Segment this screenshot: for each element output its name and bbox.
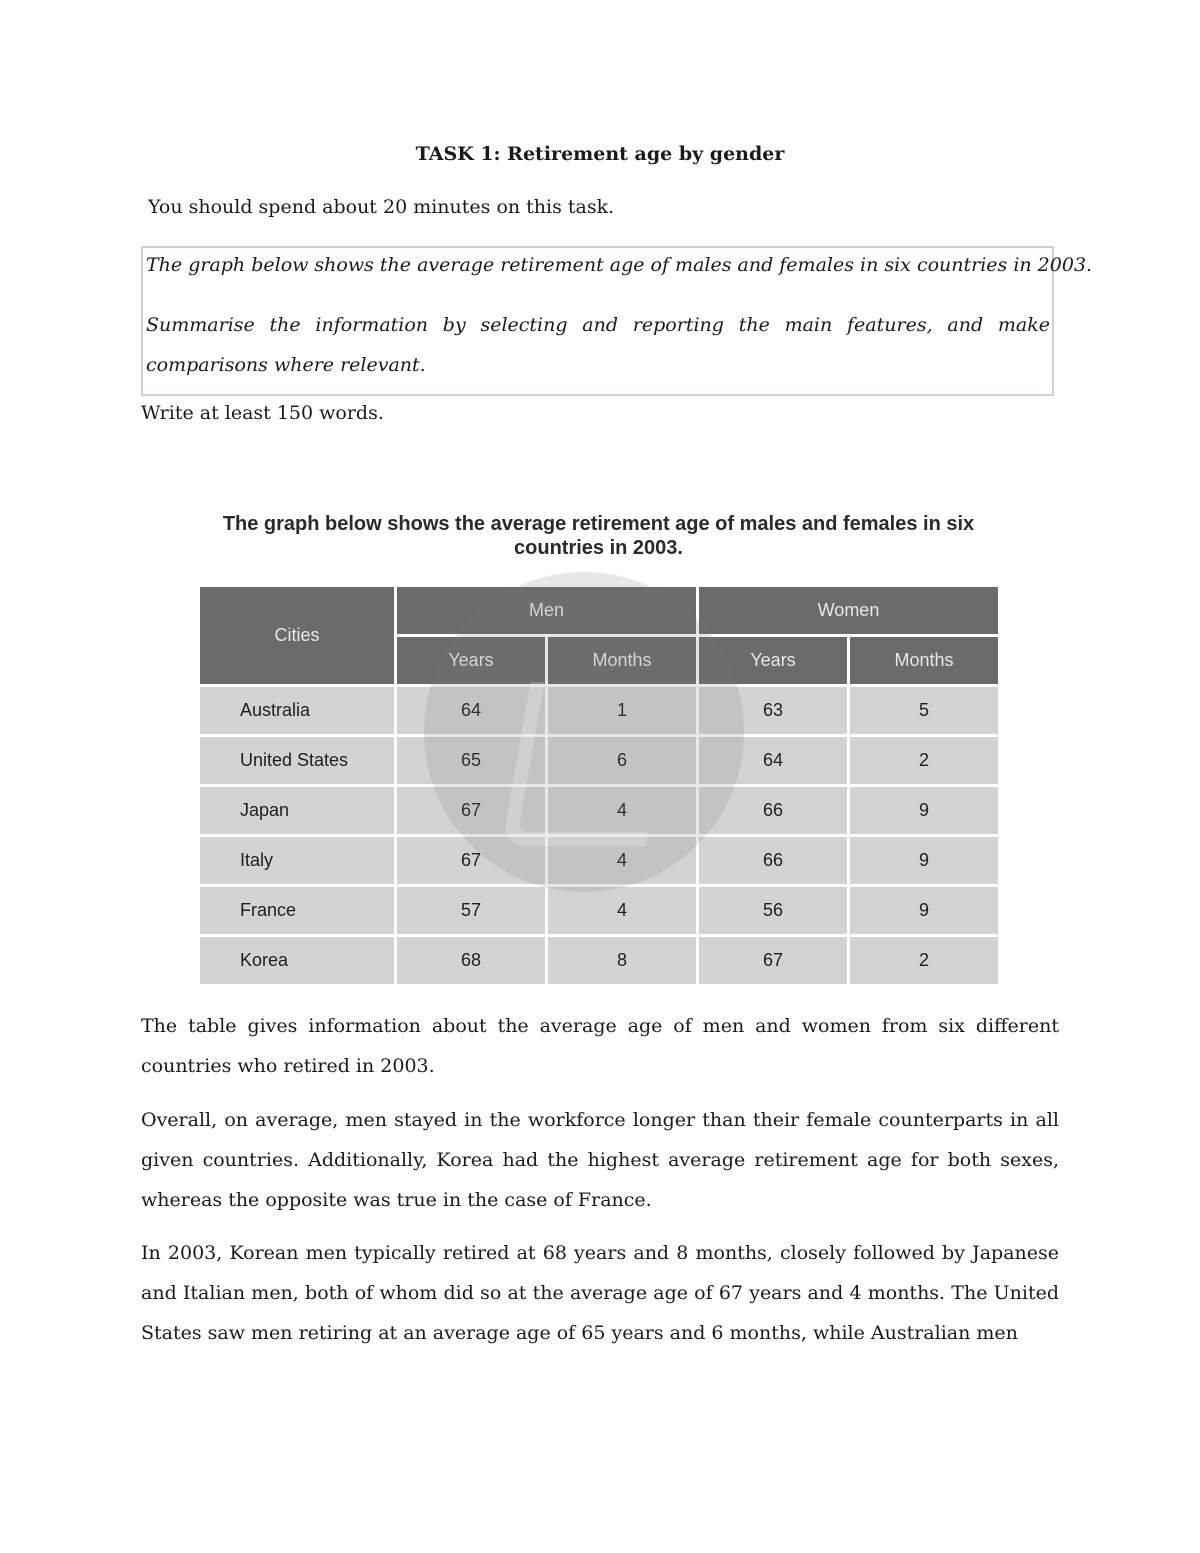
retirement-age-table	[197, 584, 1001, 987]
women-months-cell: 9	[850, 837, 998, 884]
header-men: Men	[397, 587, 696, 634]
women-years-cell: 64	[699, 737, 847, 784]
men-months-cell: 8	[548, 937, 696, 984]
men-years-cell: 68	[397, 937, 545, 984]
city-cell: United States	[200, 737, 394, 784]
figure-title: The graph below shows the average retirement age of males and females in six countries in 2003.	[222, 513, 975, 559]
city-cell: Japan	[200, 787, 394, 834]
table-row	[200, 787, 998, 834]
header-men-months: Months	[548, 637, 696, 684]
table-row	[200, 737, 998, 784]
women-months-cell: 2	[850, 737, 998, 784]
prompt-instruction: Summarise the information by selecting and reporting the main features, and make comparisons where relevant.	[146, 314, 1050, 376]
men-years-cell: 64	[397, 687, 545, 734]
city-cell: Australia	[200, 687, 394, 734]
city-cell: France	[200, 887, 394, 934]
men-months-cell: 4	[548, 837, 696, 884]
men-years-cell: 67	[397, 837, 545, 884]
prompt-description: The graph below shows the average retirement age of males and females in six countries in 2003.	[146, 254, 1093, 276]
women-years-cell: 66	[699, 837, 847, 884]
task-prompt-box	[141, 246, 1093, 396]
essay-paragraph-intro: The table gives information about the average age of men and women from six different countries who retired in 2003.	[141, 1015, 1059, 1077]
table-row	[200, 937, 998, 984]
women-months-cell: 9	[850, 887, 998, 934]
men-months-cell: 4	[548, 787, 696, 834]
city-cell: Italy	[200, 837, 394, 884]
header-men-years: Years	[397, 637, 545, 684]
women-years-cell: 66	[699, 787, 847, 834]
header-women-months: Months	[850, 637, 998, 684]
essay-paragraph-overview: Overall, on average, men stayed in the workforce longer than their female counterparts in all given countries. Additionally, Korea had the highest average retirement age for both sexes, whereas the opposite was true in the case of France.	[141, 1109, 1059, 1211]
men-years-cell: 65	[397, 737, 545, 784]
table-row	[200, 687, 998, 734]
essay-paragraph-body	[141, 1233, 1059, 1353]
time-instruction: You should spend about 20 minutes on this task.	[148, 196, 615, 218]
men-months-cell: 4	[548, 887, 696, 934]
women-months-cell: 5	[850, 687, 998, 734]
men-months-cell: 6	[548, 737, 696, 784]
women-years-cell: 56	[699, 887, 847, 934]
women-months-cell: 9	[850, 787, 998, 834]
women-years-cell: 67	[699, 937, 847, 984]
header-cities: Cities	[200, 587, 394, 684]
word-count-instruction: Write at least 150 words.	[141, 402, 384, 424]
city-cell: Korea	[200, 937, 394, 984]
table-row	[200, 837, 998, 884]
essay-paragraph-body-text: In 2003, Korean men typically retired at 68 years and 8 months, closely followed by Japanese and Italian men, both of whom did so at the average age of 67 years and 4 months. The United States saw men retiring at an average age of 65 years and 6 months, while Australian men	[141, 1242, 1059, 1344]
men-months-cell: 1	[548, 687, 696, 734]
men-years-cell: 67	[397, 787, 545, 834]
men-years-cell: 57	[397, 887, 545, 934]
women-months-cell: 2	[850, 937, 998, 984]
header-women: Women	[699, 587, 998, 634]
women-years-cell: 63	[699, 687, 847, 734]
header-women-years: Years	[699, 637, 847, 684]
table-row	[200, 887, 998, 934]
task-title: TASK 1: Retirement age by gender	[415, 143, 785, 165]
